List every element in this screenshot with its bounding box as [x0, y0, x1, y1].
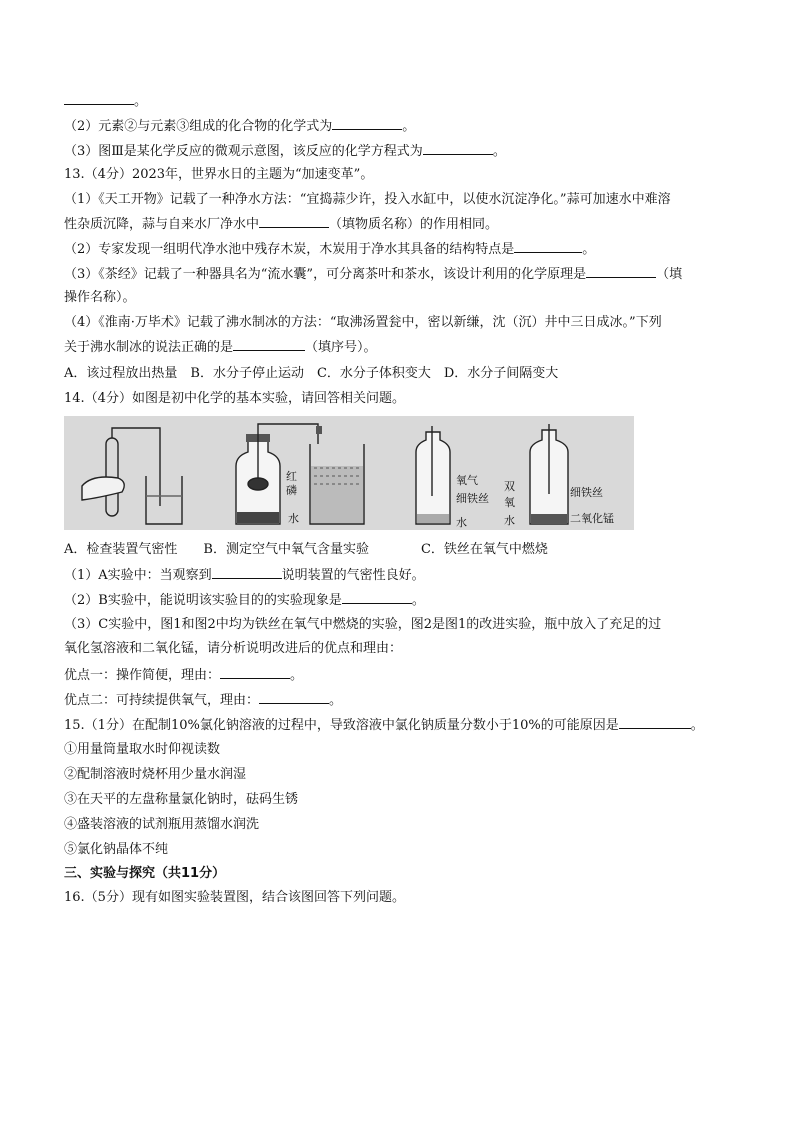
q13-part1-line2: 性杂质沉降，蒜与自来水厂净水中 （填物质名称）的作用相同。 — [64, 217, 499, 232]
q13-part4-line1: （4）《淮南·万毕术》记载了沸水制冰的方法：“取沸汤置瓮中，密以新缣，沈（沉）井中三日成冰。”下列 — [64, 315, 662, 330]
q13-part3-line1: （3）《茶经》记载了一种器具名为“流水囊”，可分离茶叶和茶水，该设计利用的化学原理是 （填 — [64, 267, 683, 282]
advantage-one: 优点一：操作简便，理由： 。 — [64, 668, 304, 683]
answer-blank[interactable] — [423, 142, 493, 155]
q14-caption: A．检查装置气密性 B．测定空气中氧气含量实验 C．铁丝在氧气中燃烧 — [64, 542, 548, 557]
q13-part3-line2: 操作名称）。 — [64, 290, 136, 305]
q15-option-5: ⑤氯化钠晶体不纯 — [64, 842, 169, 857]
q13-part2: （2）专家发现一组明代净水池中残存木炭，木炭用于净水其具备的结构特点是 。 — [64, 242, 596, 257]
apparatus-c1 — [416, 426, 450, 524]
label-iron-wire-2: 细铁丝 — [570, 486, 603, 499]
q13-part1-line1: （1）《天工开物》记载了一种净水方法：“宜捣蒜少许，投入水缸中，以使水沉淀净化。”蒜可加速水中难溶 — [64, 192, 671, 207]
water-b — [237, 512, 279, 523]
beaker-a — [146, 476, 182, 524]
experiment-figure — [64, 416, 634, 530]
q15-option-2: ②配制溶液时烧杯用少量水润湿 — [64, 767, 247, 782]
q12-part2: （2）元素②与元素③组成的化合物的化学式为 。 — [64, 119, 416, 134]
q13-part4-line2: 关于沸水制冰的说法正确的是 （填序号）。 — [64, 340, 377, 355]
answer-blank[interactable] — [586, 265, 656, 278]
label-mno2: 二氧化锰 — [570, 512, 614, 525]
delivery-tube — [112, 428, 160, 506]
q14-part2: （2）B实验中，能说明该实验目的的实验现象是 。 — [64, 593, 425, 608]
experiment-drawing — [64, 416, 634, 530]
label-hong: 红 — [286, 470, 297, 483]
water-in-beaker — [311, 466, 363, 523]
q13-stem: 13.（4分）2023年，世界水日的主题为“加速变革”。 — [64, 167, 374, 182]
label-oxygen: 氧气 — [456, 474, 478, 487]
q14-part3-line1: （3）C实验中，图1和图2中均为铁丝在氧气中燃烧的实验，图2是图1的改进实验，瓶中放入了充足的过 — [64, 617, 662, 632]
q15-option-4: ④盛装溶液的试剂瓶用蒸馏水润洗 — [64, 817, 260, 832]
label-shuang: 双 — [504, 480, 515, 493]
q15-option-1: ①用量筒量取水时仰视读数 — [64, 742, 221, 757]
advantage-two: 优点二：可持续提供氧气，理由： 。 — [64, 693, 343, 708]
mno2-solution — [531, 514, 567, 523]
q14-part1: （1）A实验中：当观察到 说明装置的气密性良好。 — [64, 568, 425, 583]
answer-blank[interactable] — [259, 215, 329, 228]
q14-stem: 14.（4分）如图是初中化学的基本实验，请回答相关问题。 — [64, 391, 405, 406]
apparatus-c2 — [530, 424, 568, 524]
q12-tail: 。 — [64, 92, 147, 111]
section-heading: 三、实验与探究（共11分） — [64, 866, 226, 881]
q15-stem: 15.（1分）在配制10%氯化钠溶液的过程中，导致溶液中氯化钠质量分数小于10%的可能原因是 。 — [64, 718, 704, 733]
q14-part3-line2: 氧化氢溶液和二氧化锰，请分析说明改进后的优点和理由： — [64, 641, 403, 656]
apparatus-b — [236, 424, 364, 524]
clamp-icon — [316, 426, 322, 434]
answer-blank[interactable] — [342, 591, 412, 604]
label-water-c2: 水 — [504, 514, 515, 527]
answer-blank[interactable] — [212, 566, 282, 579]
q13-options: A．该过程放出热量 B．水分子停止运动 C．水分子体积变大 D．水分子间隔变大 — [64, 366, 559, 381]
answer-blank[interactable] — [332, 117, 402, 130]
red-phosphorus-spoon — [248, 478, 268, 490]
label-water-c1: 水 — [456, 516, 467, 529]
answer-blank[interactable] — [233, 338, 305, 351]
q16-stem: 16.（5分）现有如图实验装置图，结合该图回答下列问题。 — [64, 890, 405, 905]
answer-blank[interactable] — [220, 666, 290, 679]
answer-blank[interactable] — [259, 691, 329, 704]
label-water-b: 水 — [288, 512, 299, 525]
bottle-c1 — [416, 432, 450, 524]
apparatus-a — [82, 428, 182, 524]
answer-blank[interactable] — [619, 716, 691, 729]
q15-option-3: ③在天平的左盘称量氯化钠时，砝码生锈 — [64, 792, 299, 807]
q12-part3: （3）图Ⅲ是某化学反应的微观示意图，该反应的化学方程式为 。 — [64, 144, 506, 159]
water-c1 — [417, 514, 449, 523]
answer-blank[interactable] — [514, 240, 582, 253]
answer-blank[interactable] — [64, 92, 134, 105]
label-yang: 氧 — [504, 496, 515, 509]
label-iron-wire-1: 细铁丝 — [456, 492, 489, 505]
label-lin: 磷 — [286, 484, 297, 497]
